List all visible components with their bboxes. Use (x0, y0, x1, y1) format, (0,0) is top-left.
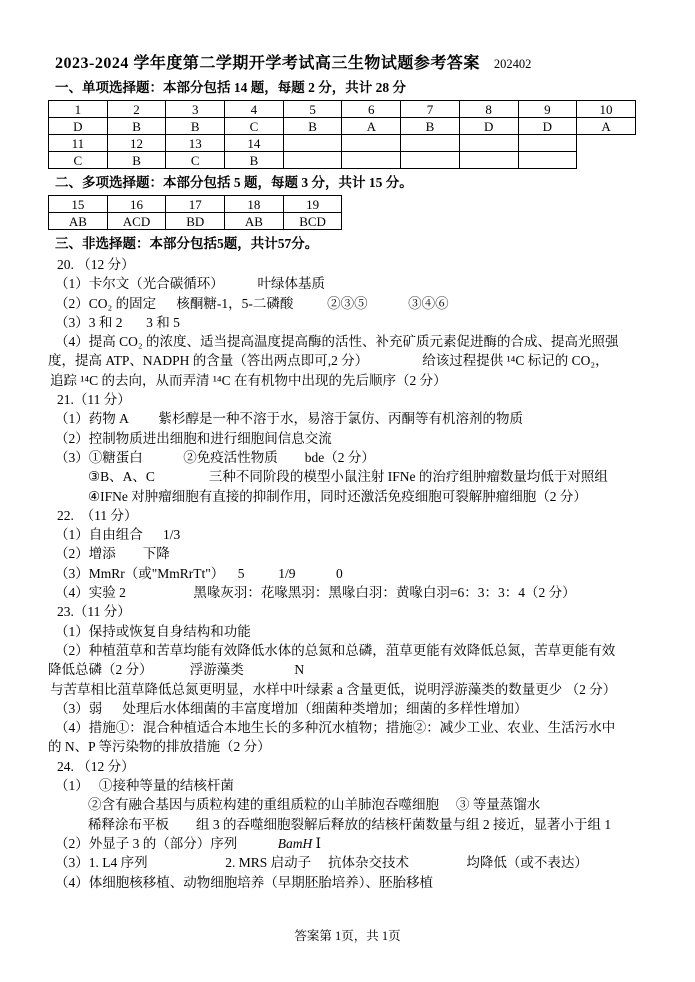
answer-cell: A (576, 117, 636, 135)
answer-cell: B (283, 117, 343, 135)
question-number-cell (283, 134, 343, 152)
answer-line: 降低总磷（2 分） 浮游藻类 N (48, 662, 305, 678)
question-number-cell: 11 (48, 134, 108, 152)
table-row (49, 213, 342, 230)
answers-block-2 (48, 853, 648, 892)
question-number-cell: 14 (224, 134, 284, 152)
question-number-cell: 19 (283, 195, 343, 213)
answer-line: （2）控制物质进出细胞和进行细胞间信息交流 (55, 430, 332, 446)
answer-cell: AB (224, 212, 284, 230)
answer-cell: D (459, 117, 519, 135)
answer-line: 与苦草相比菹草降低总氮更明显，水样中叶绿素 a 含量更低，说明浮游藻类的数量更少 （2 分） (50, 681, 617, 697)
question-number-cell (518, 134, 578, 152)
answer-line: （3）1. L4 序列 2. MRS 启动子 抗体杂交技术 均降低（或不表达） (55, 855, 588, 871)
document-header (48, 50, 648, 73)
answer-line: （2）种植菹草和苦草均能有效降低水体的总氮和总磷，菹草更能有效降低总氮，苦草更能有效 (55, 642, 616, 658)
answer-line: （1）卡尔文（光合碳循环） 叶绿体基质 (55, 276, 325, 292)
answer-line: （4）实验 2 黑喙灰羽：花喙黑羽：黑喙白羽：黄喙白羽=6：3：3：4（2 分） (55, 585, 576, 601)
question-number-cell: 2 (107, 100, 167, 118)
page-title: 2023-2024 学年度第二学期开学考试高三生物试题参考答案 (55, 55, 480, 72)
question-number-cell: 1 (48, 100, 108, 118)
answer-cell: B (224, 151, 284, 169)
answer-line: 21.（11 分） (57, 392, 131, 408)
question-number-cell (400, 134, 460, 152)
answer-line: （3）①糖蛋白 ②免疫活性物质 bde（2 分） (55, 449, 375, 465)
question-number-cell: 6 (341, 100, 401, 118)
answer-line: 追踪 ¹⁴C 的去向，从而弄清 ¹⁴C 在有机物中出现的先后顺序（2 分） (50, 372, 447, 388)
question-number-cell: 17 (165, 195, 225, 213)
answer-cell: C (224, 117, 284, 135)
answer-line: 23.（11 分） (57, 604, 131, 620)
answer-line: 22. （11 分） (57, 507, 138, 523)
answer-cell: B (107, 151, 167, 169)
table-row (49, 196, 342, 213)
question-number-cell: 7 (400, 100, 460, 118)
section-3-heading: 三、非选择题：本部分包括5题，共计57分。 (55, 236, 319, 251)
table-row (49, 101, 636, 118)
answers-block-1 (48, 255, 648, 834)
answer-cell: ACD (107, 212, 167, 230)
question-number-cell (459, 134, 519, 152)
answer-line: 度，提高 ATP、NADPH 的含量（答出两点即可,2 分） 给该过程提供 ¹⁴C 标记的 CO₂， (48, 353, 609, 369)
answer-cell (341, 151, 401, 169)
table-row (49, 118, 636, 135)
question-number-cell: 12 (107, 134, 167, 152)
answer-cell: AB (48, 212, 108, 230)
question-number-cell: 18 (224, 195, 284, 213)
table-row (49, 135, 636, 152)
answer-line: 24. （12 分） (57, 758, 135, 774)
answer-cell: A (341, 117, 401, 135)
answer-line: 的 N、P 等污染物的排放措施（2 分） (48, 739, 271, 755)
question-number-cell: 15 (48, 195, 108, 213)
question-number-cell: 9 (518, 100, 578, 118)
answer-cell: BCD (283, 212, 343, 230)
question-number-cell: 3 (165, 100, 225, 118)
answer-line: ②含有融合基因与质粒构建的重组质粒的山羊肺泡吞噬细胞 ③ 等量蒸馏水 (88, 797, 541, 813)
answer-cell (283, 151, 343, 169)
question-number-cell: 13 (165, 134, 225, 152)
answer-line: （3）弱 处理后水体细菌的丰富度增加（细菌种类增加；细菌的多样性增加） (55, 700, 528, 716)
question-number-cell: 5 (283, 100, 343, 118)
multi-choice-answer-table (48, 195, 342, 230)
answer-line: （3）MmRr（或"MmRrTt"） 5 1/9 0 (55, 565, 343, 581)
answer-line: （1）自由组合 1/3 (55, 527, 181, 543)
answer-cell: BD (165, 212, 225, 230)
table-row (49, 152, 636, 169)
answer-line: （4）体细胞核移植、动物细胞培养（早期胚胎培养）、胚胎移植 (55, 874, 433, 890)
answer-cell: D (518, 117, 578, 135)
bamh-enzyme-name: BamH (277, 835, 313, 851)
question-number-cell: 4 (224, 100, 284, 118)
answer-line: （1） ①接种等量的结核杆菌 (55, 778, 234, 794)
section-1-heading: 一、单项选择题：本部分包括 14 题，每题 2 分，共计 28 分 (55, 80, 406, 95)
bamh-line-prefix: （2）外显子 3 的（部分）序列 (55, 835, 278, 851)
answer-line: （4）提高 CO₂ 的浓度、适当提高温度提高酶的活性、补充矿质元素促进酶的合成、提高光照强 (55, 334, 619, 350)
answer-line: ③B、A、C 三种不同阶段的模型小鼠注射 IFNe 的治疗组肿瘤数量均低于对照组 (88, 469, 608, 485)
page-footer: 答案第 1页，共 1页 (294, 929, 401, 943)
paper-code: 202402 (493, 57, 532, 71)
answer-line: （1）保持或恢复自身结构和功能 (55, 623, 251, 639)
answer-cell: B (107, 117, 167, 135)
answer-line: 20. （12 分） (57, 257, 135, 272)
answer-cell (400, 151, 460, 169)
section-2-heading: 二、多项选择题：本部分包括 5 题，每题 3 分，共计 15 分。 (55, 175, 413, 190)
answer-line: 稀释涂布平板 组 3 的吞噬细胞裂解后释放的结核杆菌数量与组 2 接近，显著小于组 1 (88, 816, 612, 832)
question-number-cell (341, 134, 401, 152)
answer-cell: B (165, 117, 225, 135)
answer-cell: C (165, 151, 225, 169)
answer-cell (459, 151, 519, 169)
answer-cell: D (48, 117, 108, 135)
question-number-cell: 10 (576, 100, 636, 118)
answer-line: ④IFNe 对肿瘤细胞有直接的抑制作用，同时还激活免疫细胞可裂解肿瘤细胞（2 分） (88, 488, 587, 504)
answer-line: （2）增添 下降 (55, 546, 170, 562)
answer-line: （3）3 和 2 3 和 5 (55, 314, 180, 330)
answer-line-bamh (48, 834, 648, 853)
answer-line: （1）药物 A 紫杉醇是一种不溶于水，易溶于氯仿、丙酮等有机溶剂的物质 (55, 411, 524, 427)
question-number-cell: 16 (107, 195, 167, 213)
question-number-cell: 8 (459, 100, 519, 118)
answer-line: （2）CO₂ 的固定 核酮糖-1，5-二磷酸 ②③⑤ ③④⑥ (55, 295, 449, 311)
answer-line: （4）措施①：混合种植适合本地生长的多种沉水植物；措施②：减少工业、农业、生活污水中 (55, 720, 616, 736)
bamh-line-suffix: Ⅰ (312, 835, 321, 851)
single-choice-answer-table (48, 100, 636, 169)
answer-cell: C (48, 151, 108, 169)
answer-cell (518, 151, 578, 169)
answer-cell: B (400, 117, 460, 135)
